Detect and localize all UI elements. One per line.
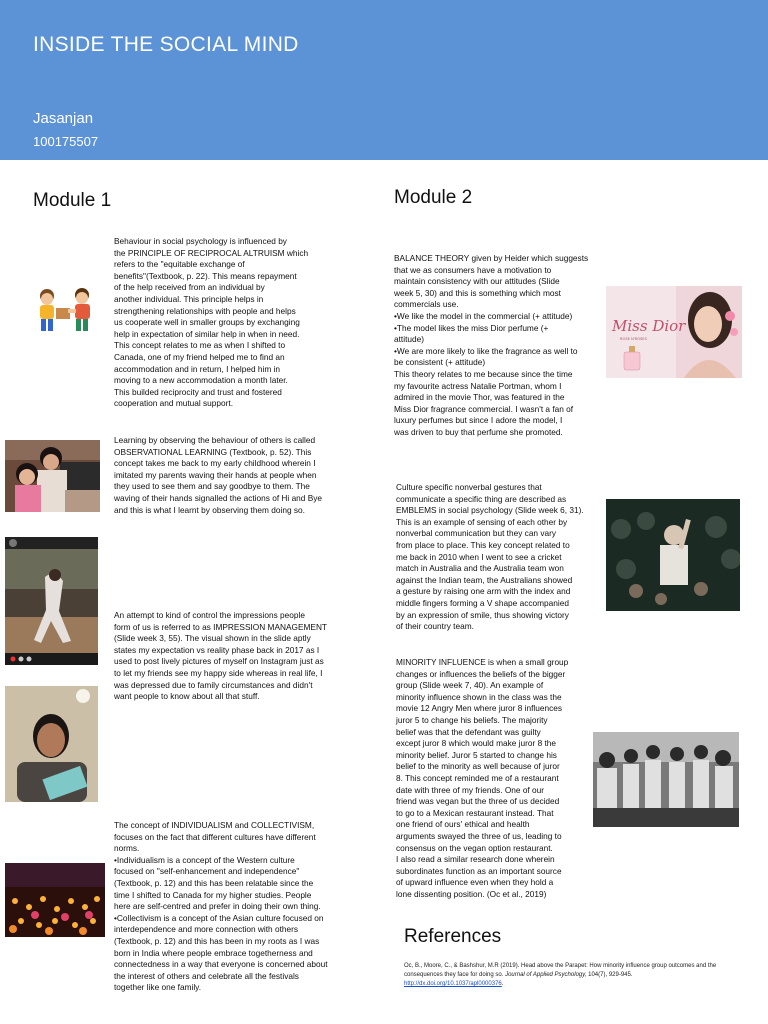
reference-end: . — [501, 981, 504, 987]
twelve-angry-men-photo — [593, 732, 739, 827]
emblems-text: Culture specific nonverbal gestures that communicate a specific thing are described as EMBLEMS in social psychology (Slide week 6, 31). This is an example of sensing of each other by nonverbal communication but they can vary from place to place. This key concept related to me back in 2010 when I went to see a cricket match in Australia and the Australia team won against the Indian team, the Australians showed a gesture by raising one arm with the index and middle fingers forming a V shape accompanied by an expression of smile, thus showing victory of their country team. — [396, 482, 584, 632]
impression-management-text: An attempt to kind of control the impressions people form of us is referred to as IMPRESSION MANAGEMENT (Slide week 3, 55). The visual shown in the slide aptly states my expectation vs reality phase back in 2017 as I used to post lively pictures of myself on Instagram just as to let my friends see my happy side whereas in real life, I was depressed due to family circumstances and didn't want people to know about all that stuff. — [114, 610, 328, 702]
observational-learning-text: Learning by observing the behaviour of others is called OBSERVATIONAL LEARNING (Textbook, p. 52). This concept takes me back to my early childhood wherein I imitated my parents waving their hands at people when they used to see them and say goodbye to them. The waving of their hands signalled the actions of Hi and Bye and this is what I learnt by observing them doing so. — [114, 435, 323, 515]
dior-logo-text: Miss Dior — [612, 317, 686, 335]
poster-title: INSIDE THE SOCIAL MIND — [33, 33, 299, 56]
child-parent-photo — [5, 440, 100, 512]
references-heading: References — [404, 926, 502, 947]
author-name: Jasanjan — [33, 110, 94, 127]
kids-sharing-image — [30, 284, 104, 338]
module-2-heading: Module 2 — [394, 187, 473, 208]
student-id: 100175507 — [33, 134, 99, 149]
reference-entry — [404, 962, 724, 989]
reference-volume: 104(7), 929-945. — [586, 972, 633, 978]
festival-lamps-image — [5, 863, 105, 937]
module-1-heading: Module 1 — [33, 190, 112, 211]
minority-influence-text: MINORITY INFLUENCE is when a small group changes or influences the beliefs of the bigger group (Slide week 7, 40). An example of minority influence shown in the class was the movie 12 Angry Men where juror 8 influences juror 5 to change his beliefs. The majority belief was that the defendant was guilty except juror 8 which would make juror 8 the minority belief. Juror 5 started to change his belief to the minority as well because of juror 8. This concept reminded me of a restaurant date with three of my friends. One of our friend was vegan but the three of us decided to go to a Mexican restaurant instead. That one friend of ours' ethical and health arguments swayed the three of us, leading to consensus on the vegan option restaurant. I also read a similar research done wherein subordinates function as an important source of upward influence even when they hold a lone dissenting position. (Oc et al., 2019) — [396, 657, 569, 899]
dior-subtitle-text: ROSE N'ROSES — [620, 337, 647, 341]
cricket-crowd-photo — [606, 499, 740, 611]
balance-theory-text: BALANCE THEORY given by Heider which suggests that we as consumers have a motivation to maintain consistency with our attitudes (Slide week 5, 30) and this is something which most commercials use. •We like the model in the commercial (+ attitude) •The model likes the miss Dior perfume (+ attitude) •We are more likely to like the fragrance as well to be consistent (+ attitude) This theory relates to me because since the time my favourite actress Natalie Portman, whom I admired in the movie Thor, was featured in the Miss Dior fragrance commercial. I wasn't a fan of luxury perfumes but since I adore the model, I was driven to buy that perfume she promoted. — [394, 253, 589, 437]
instagram-post-image — [5, 537, 98, 665]
miss-dior-ad-image — [606, 286, 742, 378]
reference-journal: Journal of Applied Psychology, — [505, 972, 587, 978]
reference-authors: Oc, B., Moore, C., & Bashshur, M.R (2019). Head above the Parapet: How minority influence group outcomes and the consequences they face for doing so. — [404, 963, 717, 978]
selfie-photo — [5, 686, 98, 802]
reciprocal-altruism-text: Behaviour in social psychology is influenced by the PRINCIPLE OF RECIPROCAL ALTRUISM which refers to the "equitable exchange of benefits"(Textbook, p. 22). This means repayment of the help received from an individual by another individual. This principle helps in strengthening relationships with people and helps us cooperate well in smaller groups by exchanging help in expectation of similar help in when in need. This concept relates to me as when I shifted to Canada, one of my friend helped me to find an accommodation and in return, I helped him in moving to a new accommodation a month later. This builded reciprocity and trust and fostered cooperation and mutual support. — [114, 236, 309, 409]
individualism-collectivism-text: The concept of INDIVIDUALISM and COLLECTIVISM, focuses on the fact that different cultures have different norms. •Individualism is a concept of the Western culture focused on "self-enhancement and independence" (Textbook, p. 12) and this has been relatable since the time I shifted to Canada for my higher studies. People here are self-centred and prefer in doing their own thing. •Collectivism is a concept of the Asian culture focused on interdependence and more connection with others (Textbook, p. 12) and this has been in my roots as I was born in India where people embrace togetherness and connectedness in a way that everyone is concerned about the interest of others and celebrate all the festivals together like one family. — [114, 820, 328, 993]
reference-doi-link[interactable]: http://dx.doi.org/10.1037/apl0000376 — [404, 981, 502, 987]
header-banner — [0, 0, 768, 160]
